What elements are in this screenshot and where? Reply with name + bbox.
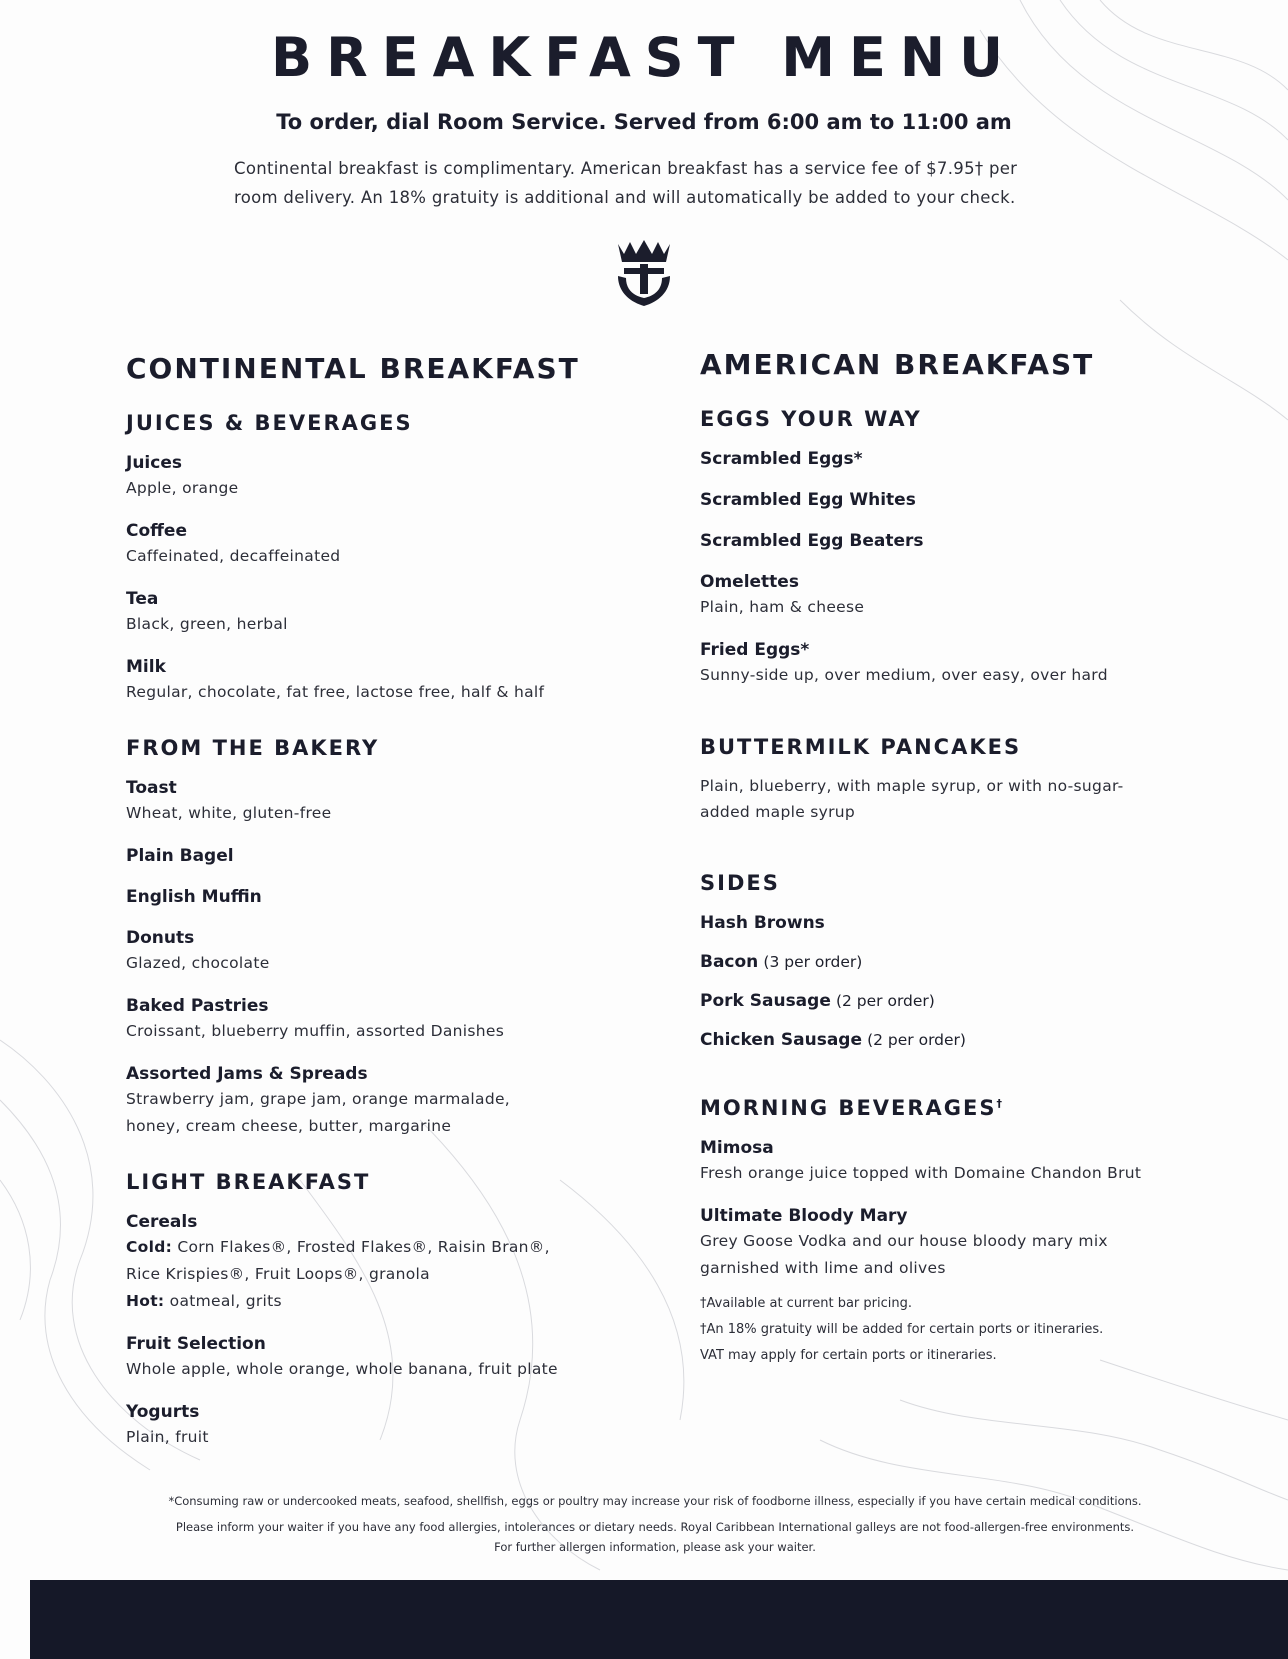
- menu-item: [126, 844, 656, 868]
- page-title: BREAKFAST MENU: [271, 26, 1017, 89]
- menu-item: [700, 1136, 1200, 1187]
- american-column: [700, 348, 1200, 1399]
- menu-item: [700, 950, 1200, 974]
- menu-item: [126, 994, 656, 1045]
- eggs-title: EGGS YOUR WAY: [700, 407, 922, 431]
- item-desc: Glazed, chocolate: [126, 954, 270, 972]
- sides-section: [700, 871, 1200, 1052]
- american-title: AMERICAN BREAKFAST: [700, 348, 1095, 381]
- continental-column: [126, 352, 656, 1481]
- pancakes-title: BUTTERMILK PANCAKES: [700, 735, 1022, 759]
- item-name: Scrambled Egg Beaters: [700, 531, 924, 551]
- intro-line: Continental breakfast is complimentary. American breakfast has a service fee of $7.95† per: [234, 159, 1018, 178]
- item-name: Tea: [126, 589, 159, 609]
- item-desc: garnished with lime and olives: [700, 1259, 946, 1277]
- morning-beverages-section: [700, 1096, 1200, 1369]
- menu-item: [700, 570, 1200, 621]
- menu-item: [126, 776, 656, 827]
- item-name: Yogurts: [126, 1402, 200, 1422]
- item-note: (2 per order): [835, 992, 935, 1010]
- item-desc: Black, green, herbal: [126, 615, 288, 633]
- item-desc: Caffeinated, decaffeinated: [126, 547, 341, 565]
- eggs-section: [700, 407, 1200, 689]
- continental-title: CONTINENTAL BREAKFAST: [126, 352, 580, 385]
- item-name: Hash Browns: [700, 913, 825, 933]
- item-name: Assorted Jams & Spreads: [126, 1064, 368, 1084]
- item-name: Donuts: [126, 928, 195, 948]
- item-desc: [126, 1234, 656, 1261]
- beverage-footnotes: [700, 1291, 1200, 1369]
- beverages-title: [700, 1096, 1200, 1120]
- item-name: Fried Eggs*: [700, 640, 810, 660]
- item-name: Plain Bagel: [126, 846, 234, 866]
- pancakes-desc: added maple syrup: [700, 803, 856, 821]
- item-name: Juices: [126, 453, 182, 473]
- menu-item: [126, 1332, 656, 1383]
- item-name: Scrambled Eggs*: [700, 449, 863, 469]
- item-name: Coffee: [126, 521, 187, 541]
- bakery-section: [126, 736, 656, 1140]
- item-name: Chicken Sausage: [700, 1030, 862, 1050]
- item-name: Fruit Selection: [126, 1334, 266, 1354]
- item-note: (3 per order): [763, 953, 863, 971]
- item-note: (2 per order): [867, 1031, 966, 1049]
- menu-item: [126, 451, 656, 502]
- menu-item: [700, 447, 1200, 471]
- dagger-mark: †: [996, 1097, 1005, 1110]
- item-name: Omelettes: [700, 572, 799, 592]
- hot-text: oatmeal, grits: [169, 1292, 282, 1310]
- item-desc: Croissant, blueberry muffin, assorted Danishes: [126, 1022, 505, 1040]
- light-breakfast-title: LIGHT BREAKFAST: [126, 1170, 371, 1194]
- intro-text: [234, 154, 1064, 212]
- item-name: Mimosa: [700, 1138, 774, 1158]
- item-desc: Plain, ham & cheese: [700, 598, 865, 616]
- item-desc: honey, cream cheese, butter, margarine: [126, 1117, 452, 1135]
- item-desc: Sunny-side up, over medium, over easy, over hard: [700, 666, 1108, 684]
- item-name: Scrambled Egg Whites: [700, 490, 916, 510]
- item-desc: Regular, chocolate, fat free, lactose free, half & half: [126, 683, 545, 701]
- menu-item: [126, 519, 656, 570]
- pancakes-section: [700, 735, 1200, 827]
- item-desc: [126, 1288, 656, 1315]
- footnote: †An 18% gratuity will be added for certain ports or itineraries.: [700, 1322, 1104, 1337]
- menu-item: [700, 911, 1200, 935]
- item-desc: Fresh orange juice topped with Domaine Chandon Brut: [700, 1164, 1142, 1182]
- juices-section: [126, 411, 656, 706]
- menu-item: [700, 529, 1200, 553]
- item-desc: Wheat, white, gluten-free: [126, 804, 332, 822]
- cold-label: Cold:: [126, 1238, 173, 1256]
- hot-label: Hot:: [126, 1292, 165, 1310]
- disclaimer-line: *Consuming raw or undercooked meats, seafood, shellfish, eggs or poultry may increase your risk of foodborne illness, especially if you have certain medical conditions.: [168, 1494, 1142, 1508]
- page-subtitle: To order, dial Room Service. Served from 6:00 am to 11:00 am: [276, 110, 1012, 134]
- bottom-band: [30, 1580, 1288, 1659]
- footnote: †Available at current bar pricing.: [700, 1296, 912, 1311]
- item-name: Baked Pastries: [126, 996, 269, 1016]
- allergen-disclaimer: [150, 1488, 1160, 1554]
- menu-item: [700, 1204, 1200, 1282]
- cold-text: Corn Flakes®, Frosted Flakes®, Raisin Bran®,: [177, 1238, 550, 1256]
- menu-item: [126, 1400, 656, 1451]
- disclaimer-line: For further allergen information, please ask your waiter.: [494, 1540, 816, 1554]
- item-name: Milk: [126, 657, 166, 677]
- item-name: Toast: [126, 778, 177, 798]
- footnote: VAT may apply for certain ports or itineraries.: [700, 1348, 997, 1363]
- beverages-title-text: MORNING BEVERAGES: [700, 1096, 997, 1120]
- menu-item: [126, 1210, 656, 1315]
- crown-anchor-icon: [614, 240, 674, 308]
- menu-item: [126, 655, 656, 706]
- juices-title: JUICES & BEVERAGES: [126, 411, 413, 435]
- menu-item: [700, 1028, 1200, 1052]
- item-desc: Plain, fruit: [126, 1428, 209, 1446]
- item-desc: Grey Goose Vodka and our house bloody mary mix: [700, 1232, 1108, 1250]
- light-breakfast-section: [126, 1170, 656, 1451]
- item-desc: Whole apple, whole orange, whole banana, fruit plate: [126, 1360, 558, 1378]
- item-desc: Apple, orange: [126, 479, 239, 497]
- item-name: Pork Sausage: [700, 991, 831, 1011]
- item-name: English Muffin: [126, 887, 262, 907]
- bakery-title: FROM THE BAKERY: [126, 736, 380, 760]
- menu-item: [700, 488, 1200, 512]
- item-name: Ultimate Bloody Mary: [700, 1206, 908, 1226]
- menu-item: [700, 638, 1200, 689]
- menu-item: [126, 1062, 656, 1140]
- menu-item: [126, 926, 656, 977]
- item-desc: Strawberry jam, grape jam, orange marmalade,: [126, 1090, 511, 1108]
- item-name: Bacon: [700, 952, 759, 972]
- menu-item: [126, 885, 656, 909]
- menu-item: [700, 989, 1200, 1013]
- pancakes-desc: Plain, blueberry, with maple syrup, or with no-sugar-: [700, 777, 1124, 795]
- disclaimer-line: Please inform your waiter if you have any food allergies, intolerances or dietary needs. Royal Caribbean International galleys are not food-allergen-free environments.: [175, 1520, 1135, 1534]
- intro-line: room delivery. An 18% gratuity is additional and will automatically be added to your check.: [234, 188, 1016, 207]
- item-desc: Rice Krispies®, Fruit Loops®, granola: [126, 1265, 430, 1283]
- menu-item: [126, 587, 656, 638]
- sides-title: SIDES: [700, 871, 780, 895]
- item-name: Cereals: [126, 1212, 198, 1232]
